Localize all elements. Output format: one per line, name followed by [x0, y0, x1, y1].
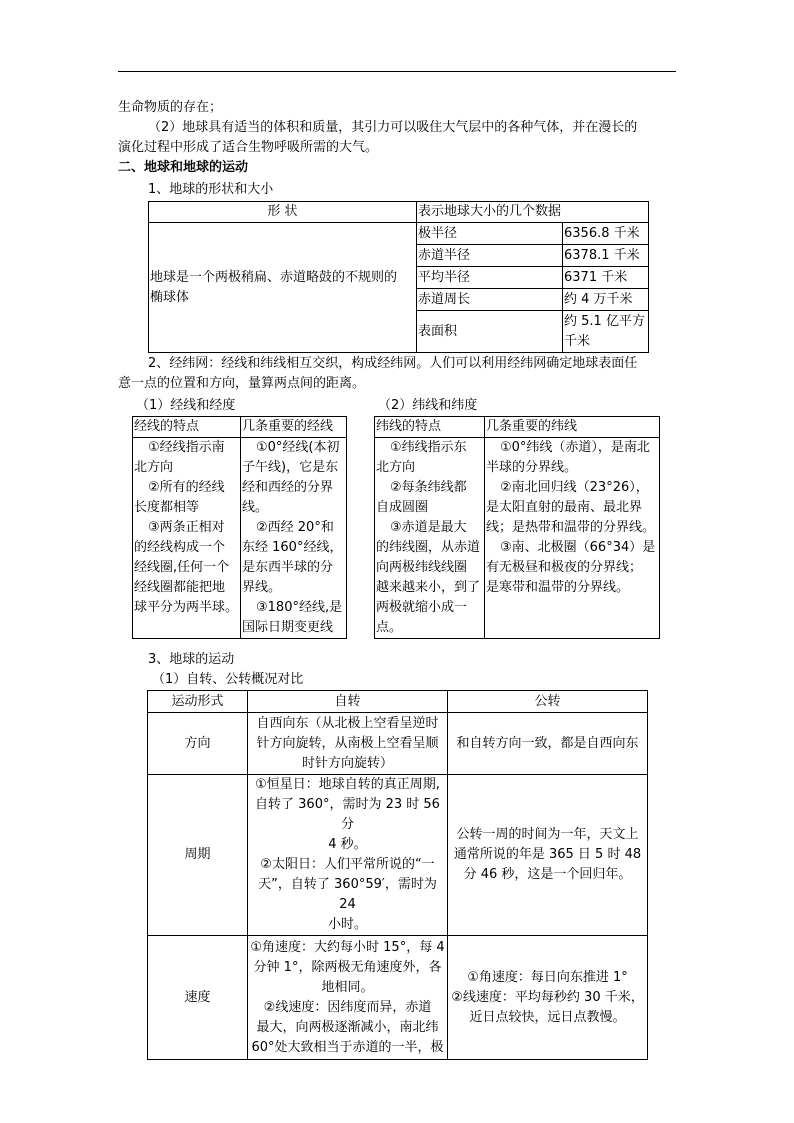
cell-line: 北方向 [134, 460, 174, 475]
important-meridians-cell [241, 438, 347, 639]
cell-line: 分钟 1°，除两极无角速度外，各 [253, 959, 442, 975]
cell-line: 自西向东（从北极上空看呈逆时 [256, 715, 439, 731]
table-header: 经线的特点 [133, 417, 241, 438]
table-cell: 赤道半径 [417, 245, 563, 267]
text-line: 生命物质的存在； [118, 100, 223, 115]
table-cell: 约 4 万千米 [563, 289, 649, 311]
cell-line: 经线圈,任何一个 [134, 560, 230, 575]
cell-line: 界线。 [242, 580, 282, 595]
cell-line: ①经线指示南 [148, 440, 225, 455]
cell-line: 自成圆圈 [376, 500, 429, 515]
cell-line: 是寒带和温带的分界线。 [486, 580, 630, 595]
table-cell: 6356.8 千米 [563, 223, 649, 245]
cell-line: ③赤道是最大 [390, 520, 467, 535]
cell-line: 地球是一个两极稍扁、赤道略鼓的不规则的 [150, 269, 398, 285]
rotation-cell [248, 713, 448, 775]
cell-line: 是太阳直射的最南、最北界 [486, 500, 643, 515]
cell-line: 和自转方向一致，都是自西向东 [456, 735, 639, 751]
cell-line: 的纬线圈，从赤道 [376, 540, 481, 555]
cell-line: 向两极纬线线圈 [376, 560, 468, 575]
subsection-heading: （2）纬线和纬度 [378, 398, 478, 413]
table-header: 公转 [448, 691, 648, 713]
cell-line: 通常所说的年是 365 日 5 时 48 [453, 847, 642, 862]
row-label: 方向 [148, 713, 248, 775]
cell-line: 球平分为两半球。 [134, 600, 239, 615]
cell-line: ②线速度：因纬度而异，赤道 [263, 999, 432, 1015]
text-line: 意一点的位置和方向，量算两点间的距离。 [118, 376, 366, 391]
revolution-cell [448, 936, 648, 1060]
table-cell: 6371 千米 [563, 267, 649, 289]
cell-line: ②所有的经线 [148, 480, 225, 495]
cell-line: 分 46 秒，这是一个回归年。 [463, 867, 632, 882]
cell-line: ②太阳日：人们平常所说的“一 [260, 857, 435, 872]
table-header: 纬线的特点 [375, 417, 485, 438]
cell-line: 地相同。 [321, 979, 374, 995]
cell-line: 长度都相等 [134, 500, 200, 515]
cell-line: 小时。 [327, 917, 367, 932]
cell-line: 经线圈都能把地 [134, 580, 226, 595]
shape-description-cell [149, 223, 417, 353]
cell-line: 天”，自转了 360°59′，需时为 24 [258, 877, 437, 912]
cell-line: ②南北回归线（23°26）， [500, 480, 649, 495]
cell-line: 子午线)，它是东 [242, 460, 339, 475]
cell-line: 半球的分界线。 [486, 460, 578, 475]
cell-line: 北方向 [376, 460, 416, 475]
cell-line: 时针方向旋转） [301, 755, 393, 771]
subsection-heading: （1）经线和经度 [136, 398, 236, 413]
subsection-heading: 1、地球的形状和大小 [148, 182, 274, 197]
row-label: 速度 [148, 936, 248, 1060]
table-cell: 极半径 [417, 223, 563, 245]
table-cell: 6378.1 千米 [563, 245, 649, 267]
cell-line: ①0°纬线（赤道），是南北 [500, 440, 650, 455]
cell-line: 线。 [242, 500, 269, 515]
header-rule [118, 71, 676, 72]
row-label: 周期 [148, 775, 248, 936]
cell-line: 的经线构成一个 [134, 540, 226, 555]
cell-line: ③两条正相对 [148, 520, 225, 535]
table-header: 几条重要的纬线 [485, 417, 660, 438]
rotation-cell [248, 936, 448, 1060]
cell-line: 国际日期变更线 [242, 620, 334, 635]
cell-line: ①角速度：大约每小时 15°，每 4 [250, 939, 445, 955]
table-header: 自转 [248, 691, 448, 713]
cell-line: 千米 [564, 333, 591, 349]
cell-line: 经和西经的分界 [242, 480, 334, 495]
table-cell [563, 311, 649, 353]
table-cell: 平均半径 [417, 267, 563, 289]
table-cell: 表面积 [417, 311, 563, 353]
text-line: 演化过程中形成了适合生物呼吸所需的大气。 [118, 140, 379, 155]
table-header: 运动形式 [148, 691, 248, 713]
cell-line: 约 5.1 亿平方 [564, 313, 645, 329]
cell-line: 最大，向两极逐渐减小，南北纬 [256, 1019, 439, 1035]
cell-line: ①恒星日：地球自转的真正周期, [255, 777, 440, 792]
revolution-cell [448, 775, 648, 936]
cell-line: ①0°经线(本初 [256, 440, 340, 455]
parallel-features-cell [375, 438, 485, 639]
earth-motion-table [147, 690, 648, 1060]
cell-line: 自转了 360°，需时为 23 时 56 分 [255, 797, 440, 832]
cell-line: 针方向旋转，从南极上空看呈顺 [256, 735, 439, 751]
cell-line: 近日点较快，远日点教慢。 [469, 1009, 626, 1025]
section-heading: 二、地球和地球的运动 [118, 160, 249, 175]
rotation-cell [248, 775, 448, 936]
parallel-table [374, 416, 660, 639]
important-parallels-cell [485, 438, 660, 639]
earth-shape-table [148, 201, 649, 353]
cell-line: ②西经 20°和 [256, 520, 334, 535]
table-cell: 赤道周长 [417, 289, 563, 311]
cell-line: ①角速度：每日向东推进 1° [467, 969, 628, 985]
table-header: 形 状 [149, 202, 417, 223]
cell-line: 椭球体 [150, 289, 190, 305]
cell-line: 线；是热带和温带的分界线。 [486, 520, 656, 535]
cell-line: ①纬线指示东 [390, 440, 467, 455]
text-line: 2、经纬网：经线和纬线相互交织，构成经纬网。人们可以利用经纬网确定地球表面任 [148, 356, 638, 371]
cell-line: 点。 [376, 620, 403, 635]
cell-line: 是东西半球的分 [242, 560, 334, 575]
text-line: （2）地球具有适当的体积和质量，其引力可以吸住大气层中的各种气体，并在漫长的 [148, 120, 638, 135]
cell-line: 越来越来小，到了 [376, 580, 481, 595]
cell-line: ②线速度：平均每秒约 30 千米， [451, 989, 644, 1005]
cell-line: 东经 160°经线， [242, 540, 343, 555]
subsection-heading: 3、地球的运动 [148, 652, 235, 667]
table-header: 表示地球大小的几个数据 [417, 202, 649, 223]
cell-line: 有无极昼和极夜的分界线； [486, 560, 643, 575]
cell-line: 两极就缩小成一 [376, 600, 468, 615]
meridian-features-cell [133, 438, 241, 639]
cell-line: 4 秒。 [328, 837, 367, 852]
subsection-heading: （1）自转、公转概况对比 [152, 672, 304, 687]
cell-line: 公转一周的时间为一年，天文上 [456, 827, 639, 842]
cell-line: ③南、北极圈（66°34）是 [500, 540, 656, 555]
meridian-table [132, 416, 347, 639]
cell-line: ②每条纬线都 [390, 480, 467, 495]
table-header: 几条重要的经线 [241, 417, 347, 438]
cell-line: 60°处大致相当于赤道的一半，极 [251, 1039, 444, 1055]
cell-line: ③180°经线,是 [256, 600, 343, 615]
revolution-cell [448, 713, 648, 775]
